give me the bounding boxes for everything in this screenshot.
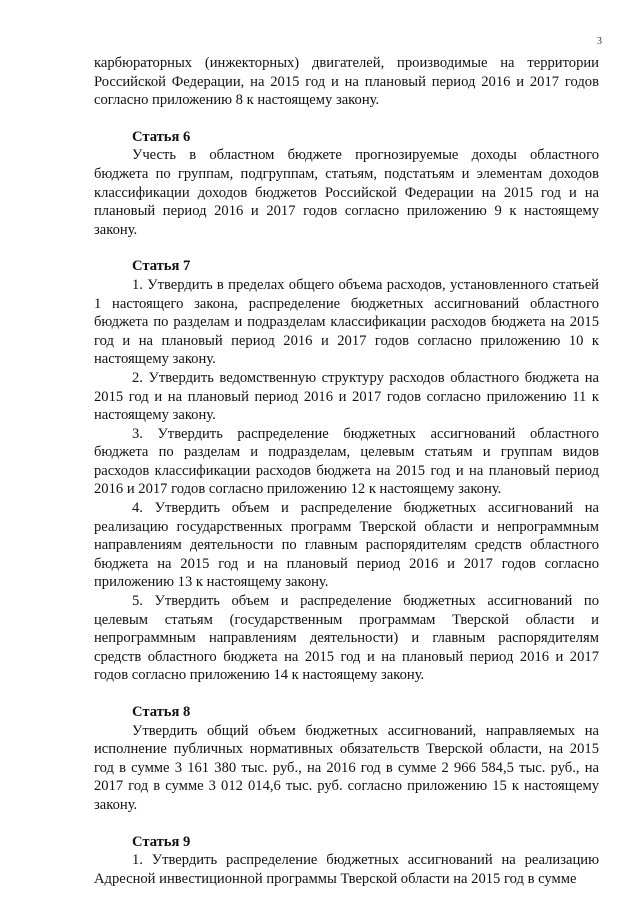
article-paragraph: 3. Утвердить распределение бюджетных ассигнований областного бюджета по разделам и подразделам, целевым статьям и группам видов расходов классификации расходов бюджета на 2015 год и на плановый период 2016 и 2017 годов согласно приложению 12 к настоящему закону. [94, 425, 599, 498]
intro-paragraph: карбюраторных (инжекторных) двигателей, производимые на территории Российской Федерации, на 2015 год и на плановый период 2016 и 2017 годов согласно приложению 8 к настоящему закону. [94, 55, 599, 109]
article-title: Статья 9 [132, 833, 191, 850]
article-paragraph: Утвердить общий объем бюджетных ассигнований, направляемых на исполнение публичных нормативных обязательств Тверской области, на 2015 год в сумме 3 161 380 тыс. руб., на 2016 год в сумме 2 966 584,5 тыс. руб., на 2017 год в сумме 3 012 014,6 тыс. руб. согласно приложению 15 к настоящему закону. [94, 722, 599, 813]
article-title: Статья 7 [132, 258, 191, 275]
article-paragraph: Учесть в областном бюджете прогнозируемые доходы областного бюджета по группам, подгруппам, статьям, подстатьям и элементам доходов классификации доходов бюджетов Российской Федерации на 2015 год и на плановый период 2016 и 2017 годов согласно приложению 9 к настоящему закону. [94, 147, 599, 238]
article-paragraph: 1. Утвердить распределение бюджетных ассигнований на реализацию Адресной инвестиционной программы Тверской области на 2015 год в сумме [94, 852, 599, 887]
document-body [94, 54, 599, 888]
article-paragraph: 2. Утвердить ведомственную структуру расходов областного бюджета на 2015 год и на плановый период 2016 и 2017 годов согласно приложению 11 к настоящему закону. [94, 369, 599, 424]
article-title: Статья 6 [132, 128, 191, 145]
article-paragraph: 1. Утвердить в пределах общего объема расходов, установленного статьей 1 настоящего закона, распределение бюджетных ассигнований областного бюджета по разделам и подразделам классификации расходов бюджета на 2015 год и на плановый период 2016 и 2017 годов согласно приложению 10 к настоящему закону. [94, 276, 599, 368]
article-9 [94, 833, 599, 889]
article-7 [94, 257, 599, 685]
article-paragraph: 4. Утвердить объем и распределение бюджетных ассигнований на реализацию государственных программ Тверской области и непрограммным направлениям деятельности по главным распорядителям средств областного бюджета на 2015 год и на плановый период 2016 и 2017 годов согласно приложению 13 к настоящему закону. [94, 500, 599, 591]
article-title: Статья 8 [132, 704, 191, 720]
article-6 [94, 128, 599, 240]
article-paragraph: 5. Утвердить объем и распределение бюджетных ассигнований по целевым статьям (государственным программам Тверской области и непрограммным направлениям деятельности) и главным распорядителям средств областного бюджета на 2015 год и на плановый период 2016 и 2017 годов согласно приложению 14 к настоящему закону. [94, 593, 599, 684]
page-number: 3 [597, 36, 602, 47]
article-8 [94, 703, 599, 815]
